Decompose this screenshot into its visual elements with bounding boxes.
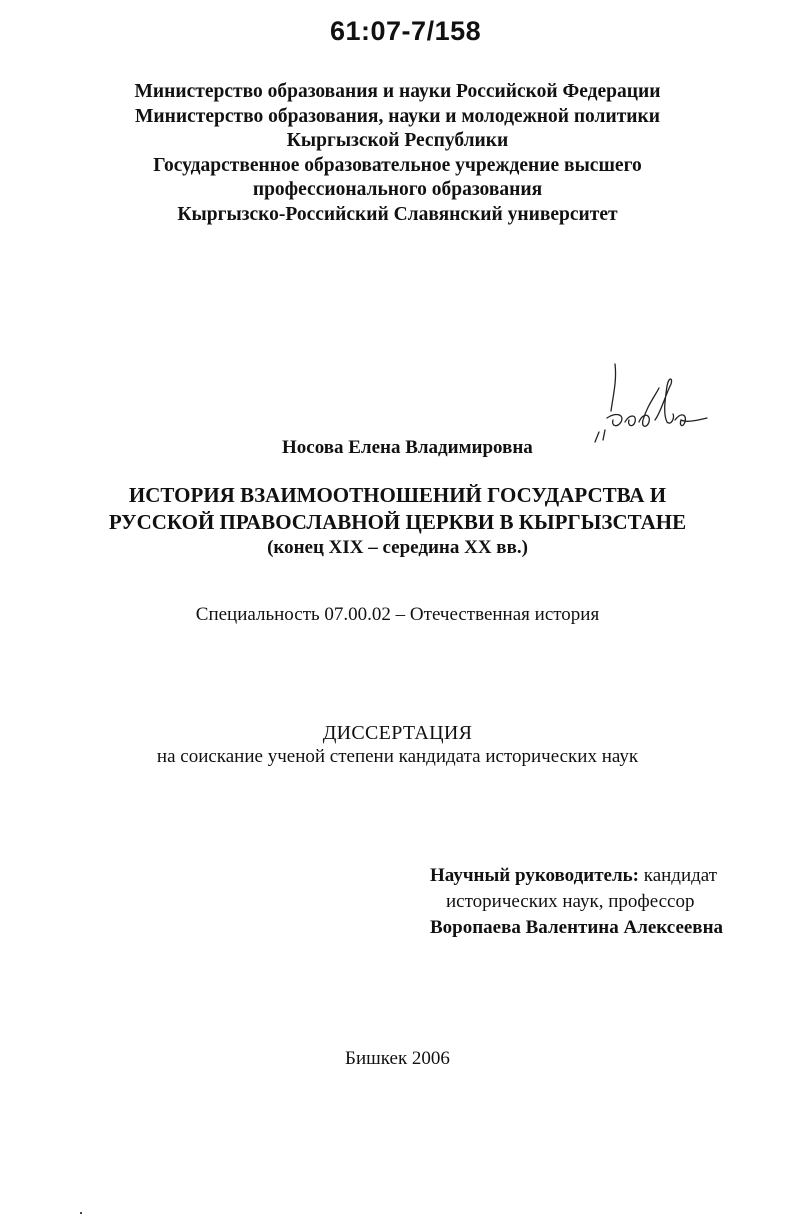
handwritten-signature: [585, 356, 715, 446]
title-line-1: ИСТОРИЯ ВЗАИМООТНОШЕНИЙ ГОСУДАРСТВА И: [128, 483, 667, 507]
supervisor-name: Воропаева Валентина Алексеевна: [430, 917, 724, 938]
document-type: ДИССЕРТАЦИЯ: [322, 722, 473, 744]
ministry-kyrgyzstan: Министерство образования, науки и молодежной политики: [134, 105, 661, 127]
institution-type: Государственное образовательное учреждение высшего: [153, 154, 642, 176]
archive-stamp-number: 61:07-7/158: [330, 16, 482, 46]
institution-type-cont: профессионального образования: [252, 179, 543, 200]
supervisor-rank-cont: исторических наук, профессор: [446, 891, 695, 912]
specialty: Специальность 07.00.02 – Отечественная история: [195, 604, 600, 625]
ministry-russia: Министерство образования и науки Российской Федерации: [134, 81, 661, 102]
university-name: Кыргызско-Российский Славянский университет: [177, 203, 618, 225]
signature-text: Носова: [585, 356, 589, 357]
scan-speck: [80, 1212, 82, 1214]
title-period: (конец XIX – середина XX вв.): [267, 537, 528, 558]
ministry-kyrgyzstan-cont: Кыргызской Республики: [286, 130, 509, 151]
city-year: Бишкек 2006: [345, 1048, 450, 1069]
supervisor-block: [430, 863, 750, 941]
author-name: Носова Елена Владимировна: [282, 437, 533, 458]
dissertation-title: [0, 482, 795, 536]
title-line-2: РУССКОЙ ПРАВОСЛАВНОЙ ЦЕРКВИ В КЫРГЫЗСТАНЕ: [108, 510, 687, 534]
supervisor-label: Научный руководитель:: [430, 865, 639, 886]
institution-header: [0, 80, 795, 227]
supervisor-rank: кандидат: [643, 865, 718, 886]
degree-description: на соискание ученой степени кандидата исторических наук: [156, 746, 639, 767]
